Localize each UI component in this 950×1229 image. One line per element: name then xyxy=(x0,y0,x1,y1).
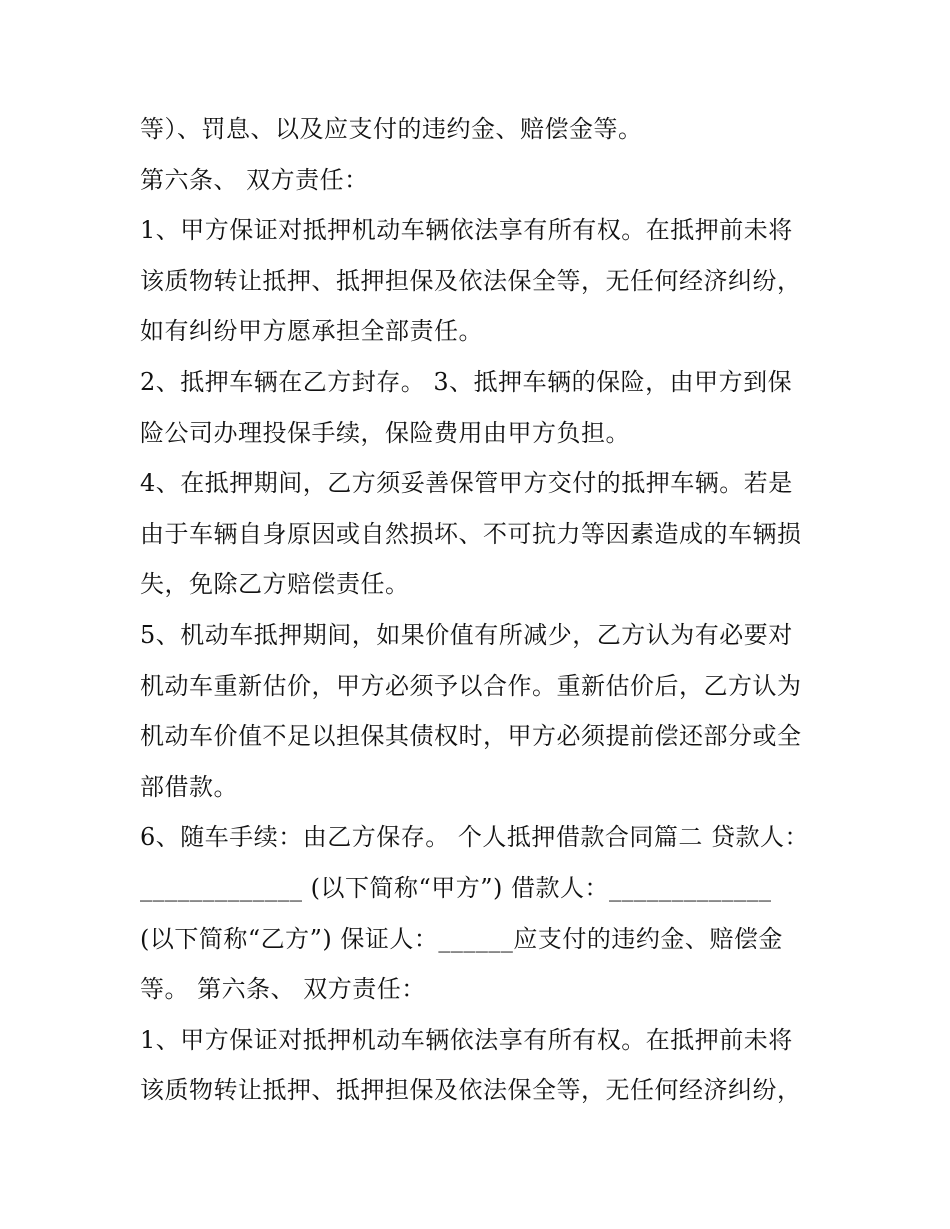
text-line: 该质物转让抵押、抵押担保及依法保全等，无任何经济纠纷， xyxy=(140,1076,802,1105)
text-line: _____________ (以下简称“甲方”) 借款人：_____________ xyxy=(140,873,772,902)
section-heading: 第六条、 双方责任： xyxy=(140,165,369,194)
text-line: 6、随车手续：由乙方保存。 个人抵押借款合同篇二 贷款人： xyxy=(140,823,810,852)
text-line: (以下简称“乙方”) 保证人：______应支付的违约金、赔偿金 xyxy=(140,924,783,953)
text-line: 机动车价值不足以担保其债权时，甲方必须提前偿还部分或全 xyxy=(140,722,802,751)
text-line: 部借款。 xyxy=(140,772,238,801)
text-line: 险公司办理投保手续，保险费用由甲方负担。 xyxy=(140,418,630,447)
text-line: 如有纠纷甲方愿承担全部责任。 xyxy=(140,317,483,346)
text-line: 1、甲方保证对抵押机动车辆依法享有所有权。在抵押前未将 xyxy=(140,216,793,245)
text-line: 等。 第六条、 双方责任： xyxy=(140,975,426,1004)
document-body xyxy=(140,104,820,1116)
text-line: 2、抵押车辆在乙方封存。 3、抵押车辆的保险，由甲方到保 xyxy=(140,367,793,396)
text-line: 失，免除乙方赔偿责任。 xyxy=(140,570,410,599)
text-line: 由于车辆自身原因或自然损坏、不可抗力等因素造成的车辆损 xyxy=(140,519,802,548)
text-line: 4、在抵押期间，乙方须妥善保管甲方交付的抵押车辆。若是 xyxy=(140,469,793,498)
text-line: 等）、罚息、以及应支付的违约金、赔偿金等。 xyxy=(140,115,643,143)
text-line: 1、甲方保证对抵押机动车辆依法享有所有权。在抵押前未将 xyxy=(140,1025,793,1054)
text-line: 该质物转让抵押、抵押担保及依法保全等，无任何经济纠纷， xyxy=(140,266,802,295)
text-line: 5、机动车抵押期间，如果价值有所减少，乙方认为有必要对 xyxy=(140,620,793,649)
text-line: 机动车重新估价，甲方必须予以合作。重新估价后，乙方认为 xyxy=(140,671,802,700)
